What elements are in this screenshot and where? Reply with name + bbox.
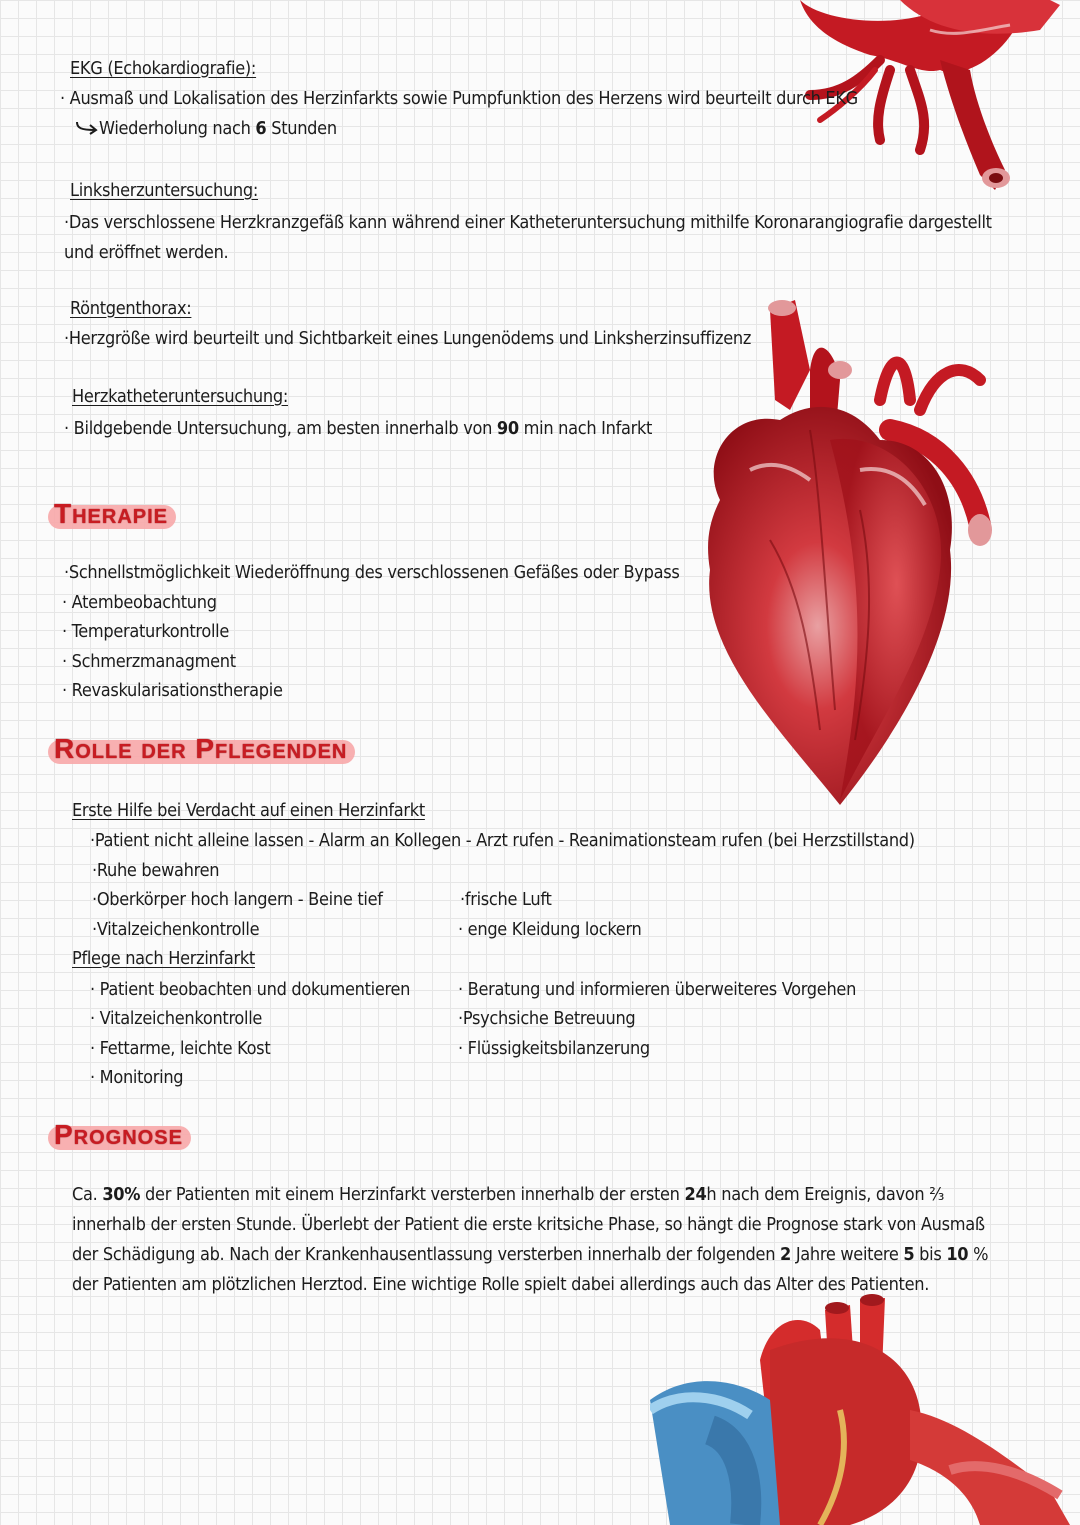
erste-hilfe-title: Erste Hilfe bei Verdacht auf einen Herzinfarkt (72, 800, 425, 821)
prognose-paragraph (72, 1180, 1002, 1300)
prognose-number: 24 (684, 1184, 707, 1205)
ekg-title: EKG (Echokardiografie): (70, 58, 257, 79)
list-item: ·frische Luft (460, 889, 552, 910)
prognose-number: 10 (946, 1244, 969, 1265)
heart-diagram-bottom (650, 1290, 1080, 1525)
list-item: ·Oberkörper hoch langern - Beine tief (92, 889, 383, 910)
list-item: ·Schnellstmöglichkeit Wiederöffnung des verschlossenen Gefäßes oder Bypass (64, 562, 680, 583)
list-item: · Revaskularisationstherapie (62, 680, 283, 701)
list-item: · Fettarme, leichte Kost (90, 1038, 271, 1059)
katheter-prefix: · Bildgebende Untersuchung, am besten innerhalb von (64, 418, 497, 439)
prognose-text: innerhalb der ersten Stunde. Überlebt der Patient die erste kritsiche Phase, so hängt die Prognose stark von Ausmaß der Schädigung ab. Nach der Krankenhausentlassung versterben innerhalb der folgenden (72, 1214, 985, 1265)
list-item: · enge Kleidung lockern (458, 919, 642, 940)
ekg-line2-num: 6 (255, 118, 267, 139)
katheter-suffix: min nach Infarkt (518, 418, 653, 439)
katheter-num: 90 (496, 418, 519, 439)
ekg-line2 (75, 118, 337, 140)
links-title: Linksherzuntersuchung: (70, 180, 259, 201)
list-item: ·Psychsiche Betreuung (458, 1008, 636, 1029)
heart-illustration (660, 290, 1020, 810)
arrow-icon (75, 122, 99, 136)
list-item: · Temperaturkontrolle (62, 621, 230, 642)
roentgen-text: ·Herzgröße wird beurteilt und Sichtbarkeit eines Lungenödems und Linksherzinsuffizenz (64, 328, 752, 349)
prognose-number: 2 (780, 1244, 791, 1265)
list-item: ·Patient nicht alleine lassen - Alarm an Kollegen - Arzt rufen - Reanimationsteam rufen (bei Herzstillstand) (90, 830, 915, 851)
prognose-fraction: ²⁄₃ (929, 1184, 945, 1205)
list-item: · Vitalzeichenkontrolle (90, 1008, 263, 1029)
prognose-text: der Patienten mit einem Herzinfarkt versterben innerhalb der ersten (140, 1184, 685, 1205)
ekg-line2-prefix: Wiederholung nach (99, 118, 256, 139)
list-item: · Monitoring (90, 1067, 184, 1088)
list-item: · Patient beobachten und dokumentieren (90, 979, 411, 1000)
katheter-text (64, 418, 652, 440)
prognose-text: Jahre weitere (790, 1244, 904, 1265)
prognose-number: 30% (102, 1184, 141, 1205)
roentgen-title: Röntgenthorax: (70, 298, 192, 319)
prognose-text: % der Patienten am plötzlichen Herztod. Eine wichtige Rolle spielt dabei allerdings auch das Alter des Patienten. (72, 1244, 989, 1295)
katheter-title: Herzkatheteruntersuchung: (72, 386, 288, 407)
rolle-heading: Rolle der Pflegenden (54, 733, 348, 764)
ekg-line2-suffix: Stunden (266, 118, 337, 139)
links-text: ·Das verschlossene Herzkranzgefäß kann während einer Katheteruntersuchung mithilfe Koronarangiografie dargestellt und eröffnet werden. (64, 212, 992, 263)
therapie-heading: Therapie (54, 498, 169, 529)
prognose-number: 5 (903, 1244, 915, 1265)
list-item: · Beratung und informieren überweiteres Vorgehen (458, 979, 857, 1000)
pflege-title: Pflege nach Herzinfarkt (72, 948, 255, 969)
list-item: · Schmerzmanagment (62, 651, 236, 672)
prognose-text: Ca. (72, 1184, 103, 1205)
ekg-line1: · Ausmaß und Lokalisation des Herzinfarkts sowie Pumpfunktion des Herzens wird beurteilt durch EKG (60, 88, 858, 109)
list-item: · Atembeobachtung (62, 592, 217, 613)
list-item: ·Vitalzeichenkontrolle (92, 919, 260, 940)
prognose-text: bis (914, 1244, 947, 1265)
list-item: · Flüssigkeitsbilanzerung (458, 1038, 650, 1059)
prognose-heading: Prognose (54, 1119, 183, 1150)
list-item: ·Ruhe bewahren (92, 860, 220, 881)
prognose-text: h nach dem Ereignis, davon (706, 1184, 930, 1205)
